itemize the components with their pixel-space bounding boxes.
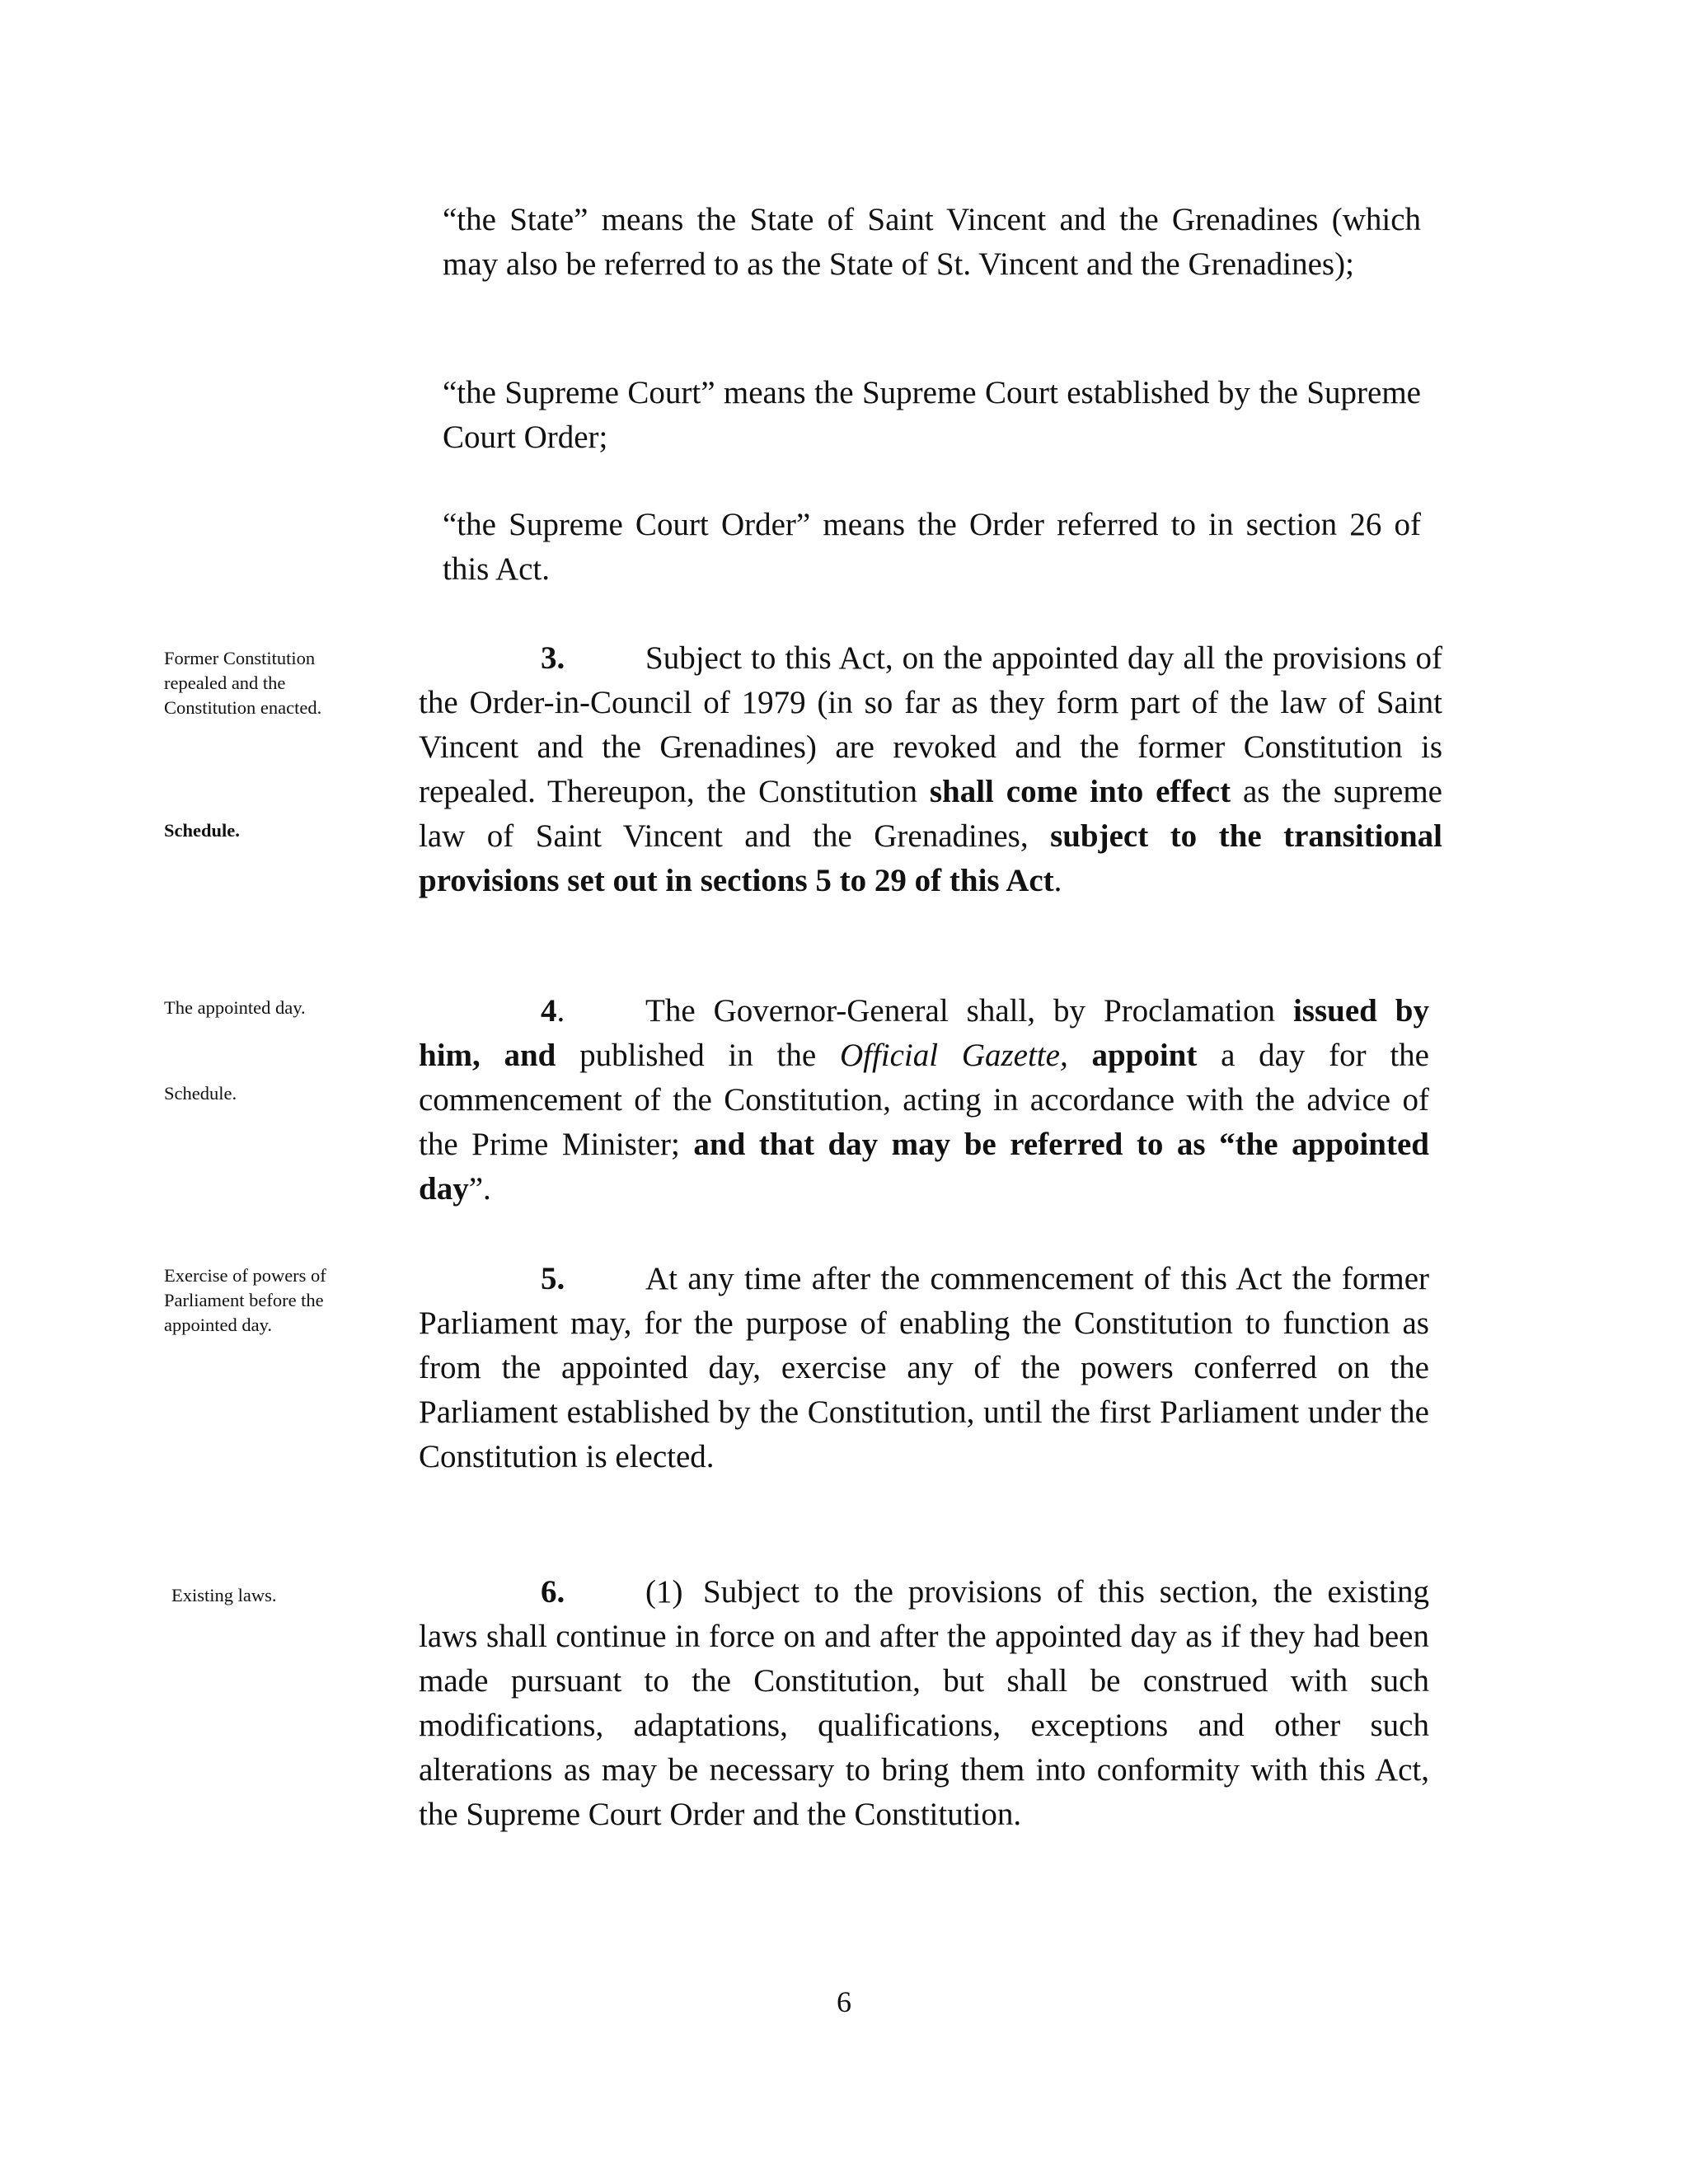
section-5-number: 5. [541, 1261, 565, 1296]
section-4-text-2: published in the [556, 1038, 840, 1073]
section-3-text-1: Subject to this Act, on the appointed day all the provisions of the Order-in-Council of 1979 (in so far as they form part of the law of Saint Vincent and the Grenadines) are revoked and the former Constitution is repealed. Thereupon, the Constitution [419, 640, 1442, 809]
margin-note-section-5: Exercise of powers of Parliament before the appointed day. [164, 1265, 326, 1335]
definition-the-state: “the State” means the State of Saint Vincent and the Grenadines (which may also be referred to as the State of St. Vincent and the Grenadines); [443, 202, 1421, 282]
section-3-number: 3. [541, 640, 565, 676]
margin-note-section-4-schedule: Schedule. [164, 1083, 237, 1104]
section-6-number: 6. [541, 1574, 565, 1610]
page-number: 6 [837, 1985, 851, 2018]
section-6 [419, 1570, 1429, 1837]
section-6-text: Subject to the provisions of this section, the existing laws shall continue in force on and after the appointed day as if they had been made pursuant to the Constitution, but shall be construed with such modifications, adaptations, qualifications, exceptions and other such alterations as may be necessary to bring them into conformity with this Act, the Supreme Court Order and the Constitution. [419, 1574, 1429, 1832]
section-4-bold-3: and that day may be referred to as “the appointed day [419, 1127, 1429, 1207]
definition-supreme-court: “the Supreme Court” means the Supreme Court established by the Supreme Court Order; [443, 375, 1421, 455]
section-4-text-3 [1068, 1038, 1092, 1073]
section-3-bold-1: shall come into effect [929, 774, 1231, 809]
margin-note-section-4: The appointed day. [164, 997, 306, 1018]
section-4-text-1: The Governor-General shall, by Proclamation [645, 993, 1293, 1029]
section-3-text-2: as the supreme law of Saint Vincent and the Grenadines, [419, 774, 1442, 854]
section-4-number [419, 989, 645, 1033]
section-6-subsection-number: (1) [645, 1574, 683, 1610]
margin-note-section-3: Former Constitution repealed and the Constitution enacted. [164, 648, 322, 718]
section-4 [419, 989, 1429, 1212]
section-4-text-5: ”. [468, 1171, 491, 1207]
section-4-bold-1: issued by him, and [419, 993, 1429, 1073]
section-4-number-digit: 4 [541, 993, 557, 1029]
margin-note-section-3-schedule: Schedule. [164, 820, 240, 841]
section-4-text-4: a day for the commencement of the Constitution, acting in accordance with the advice of the Prime Minister; [419, 1038, 1429, 1162]
section-3 [419, 636, 1442, 903]
section-3-text-3: . [1053, 863, 1062, 898]
margin-note-section-6: Existing laws. [171, 1585, 277, 1605]
section-4-italic-gazette: Official Gazette, [839, 1038, 1068, 1073]
definition-supreme-court-order: “the Supreme Court Order” means the Order referred to in section 26 of this Act. [443, 507, 1421, 587]
section-4-number-dot: . [556, 993, 565, 1029]
section-4-bold-2: appoint [1091, 1038, 1198, 1073]
section-3-bold-2: subject to the transitional provisions set out in sections 5 to 29 of this Act [419, 818, 1442, 898]
section-5 [419, 1257, 1429, 1479]
section-5-text: At any time after the commencement of this Act the former Parliament may, for the purpose of enabling the Constitution to function as from the appointed day, exercise any of the powers conferred on the Parliament established by the Constitution, until the first Parliament under the Constitution is elected. [419, 1261, 1429, 1474]
